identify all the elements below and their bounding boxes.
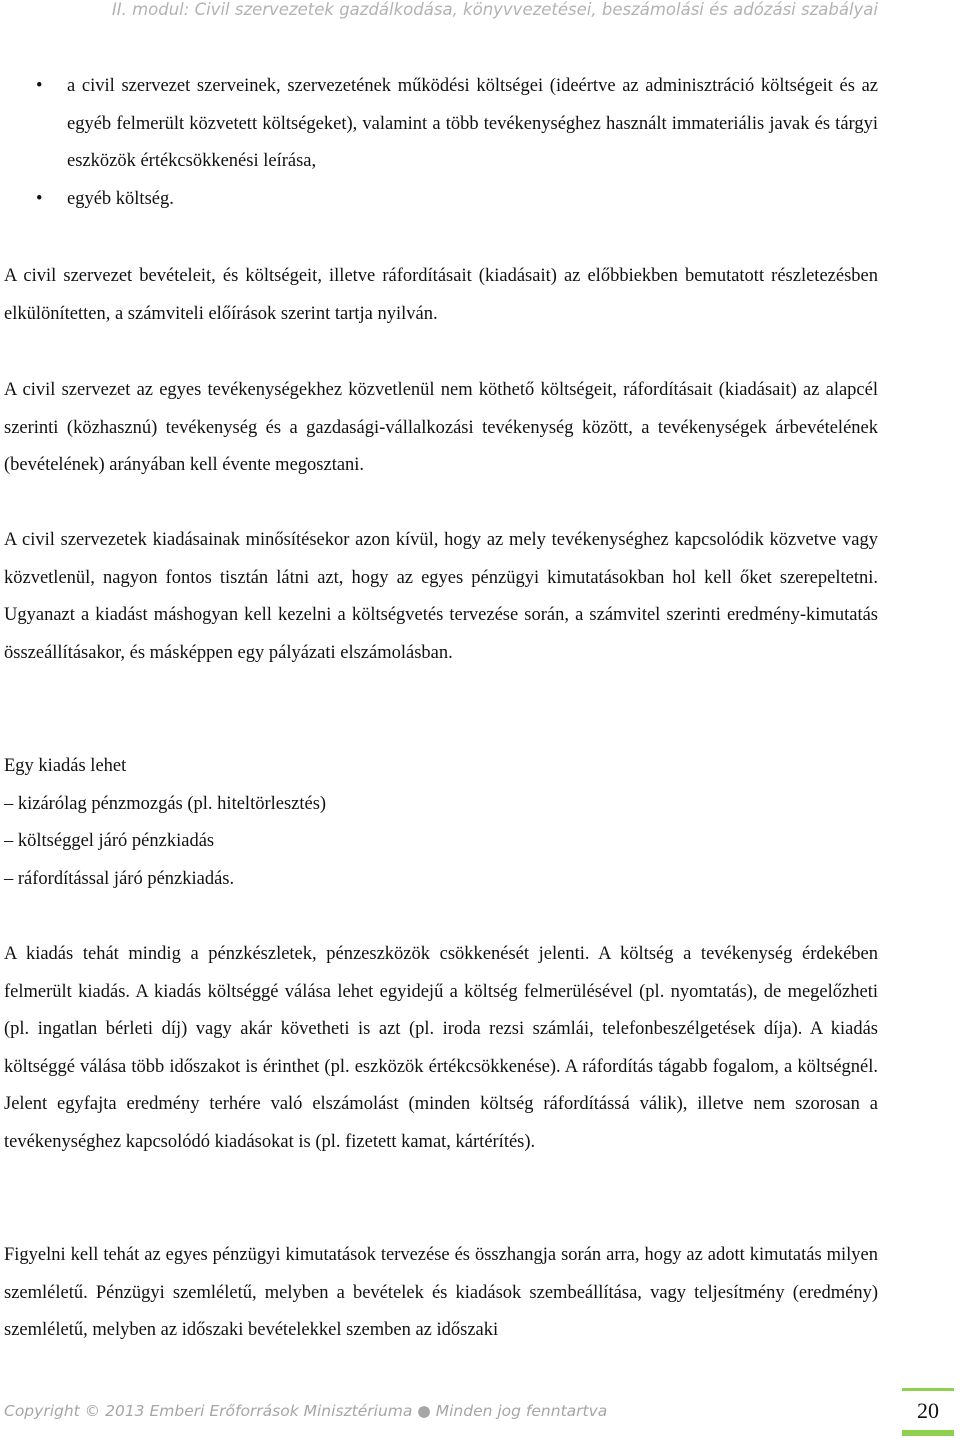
expense-type-item: – kizárólag pénzmozgás (pl. hiteltörlesztés) [4, 793, 327, 814]
running-header: II. modul: Civil szervezetek gazdálkodása, könyvvezetései, beszámolási és adózási szabályai [111, 0, 878, 19]
bullet-list [4, 68, 878, 218]
paragraph: A civil szervezet bevételeit, és költségeit, illetve ráfordításait (kiadásait) az előbbiekben bemutatott részletezésben elkülönítetten, a számviteli előírások szerint tartja nyilván. [4, 266, 878, 324]
footer-copyright: Copyright © 2013 Emberi Erőforrások Minisztériuma ● Minden jog fenntartva [4, 1402, 608, 1420]
paragraph: A kiadás tehát mindig a pénzkészletek, pénzeszközök csökkenését jelenti. A költség a tevékenység érdekében felmerült kiadás. A kiadás költséggé válása lehet egyidejű a költség felmerülésével (pl. nyomtatás), de megelőzheti (pl. ingatlan bérleti díj) vagy akár követheti is azt (pl. iroda rezsi számlái, telefonbeszélgetések díja). A kiadás költséggé válása több időszakot is érinthet (pl. eszközök értékcsökkenése). A ráfordítás tágabb fogalom, a költségnél. Jelent egyfajta eredmény terhére való elszámolást (minden költség ráfordítássá válik), illetve nem szorosan a tevékenységhez kapcsolódó kiadásokat is (pl. fizetett kamat, kártérítés). [4, 944, 878, 1152]
paragraph: A civil szervezet az egyes tevékenységekhez közvetlenül nem köthető költségeit, ráfordításait (kiadásait) az alapcél szerinti (közhasznú) tevékenység és a gazdasági-vállalkozási tevékenység között, a tevékenységek árbevételének (bevételének) arányában kell évente megosztani. [4, 380, 878, 475]
bullet-item [4, 68, 878, 181]
expense-types [4, 748, 878, 898]
bullet-dot-icon: • [36, 188, 43, 209]
paragraph: Figyelni kell tehát az egyes pénzügyi kimutatások tervezése és összhangja során arra, hogy az adott kimutatás milyen szemléletű. Pénzügyi szemléletű, melyben a bevételek és kiadások szembeállítása, vagy teljesítmény (eredmény) szemléletű, melyben az időszaki bevételekkel szemben az időszaki [4, 1245, 878, 1340]
expense-type-item: – költséggel járó pénzkiadás [4, 831, 215, 851]
paragraph: A civil szervezetek kiadásainak minősítésekor azon kívül, hogy az mely tevékenységhez kapcsolódik közvetve vagy közvetlenül, nagyon fontos tisztán látni azt, hogy az egyes pénzügyi kimutatásokban hol kell őket szerepeltetni. Ugyanazt a kiadást máshogyan kell kezelni a költségvetés tervezése során, a számvitel szerinti eredmény-kimutatás összeállításakor, és másképpen egy pályázati elszámolásban. [4, 530, 878, 663]
expense-types-intro: Egy kiadás lehet [4, 756, 127, 776]
bullet-dot-icon: • [36, 76, 43, 96]
bullet-item [4, 181, 878, 219]
bullet-text: a civil szervezet szerveinek, szervezetének működési költségei (ideértve az adminisztráció költségeit és az egyéb felmerült közvetett költségeket), valamint a több tevékenységhez használt immateriális javak és tárgyi eszközök értékcsökkenési leírása, [67, 76, 878, 171]
bullet-text: egyéb költség. [67, 188, 174, 209]
expense-type-item: – ráfordítással járó pénzkiadás. [4, 868, 235, 889]
page-number: 20 [902, 1388, 954, 1436]
